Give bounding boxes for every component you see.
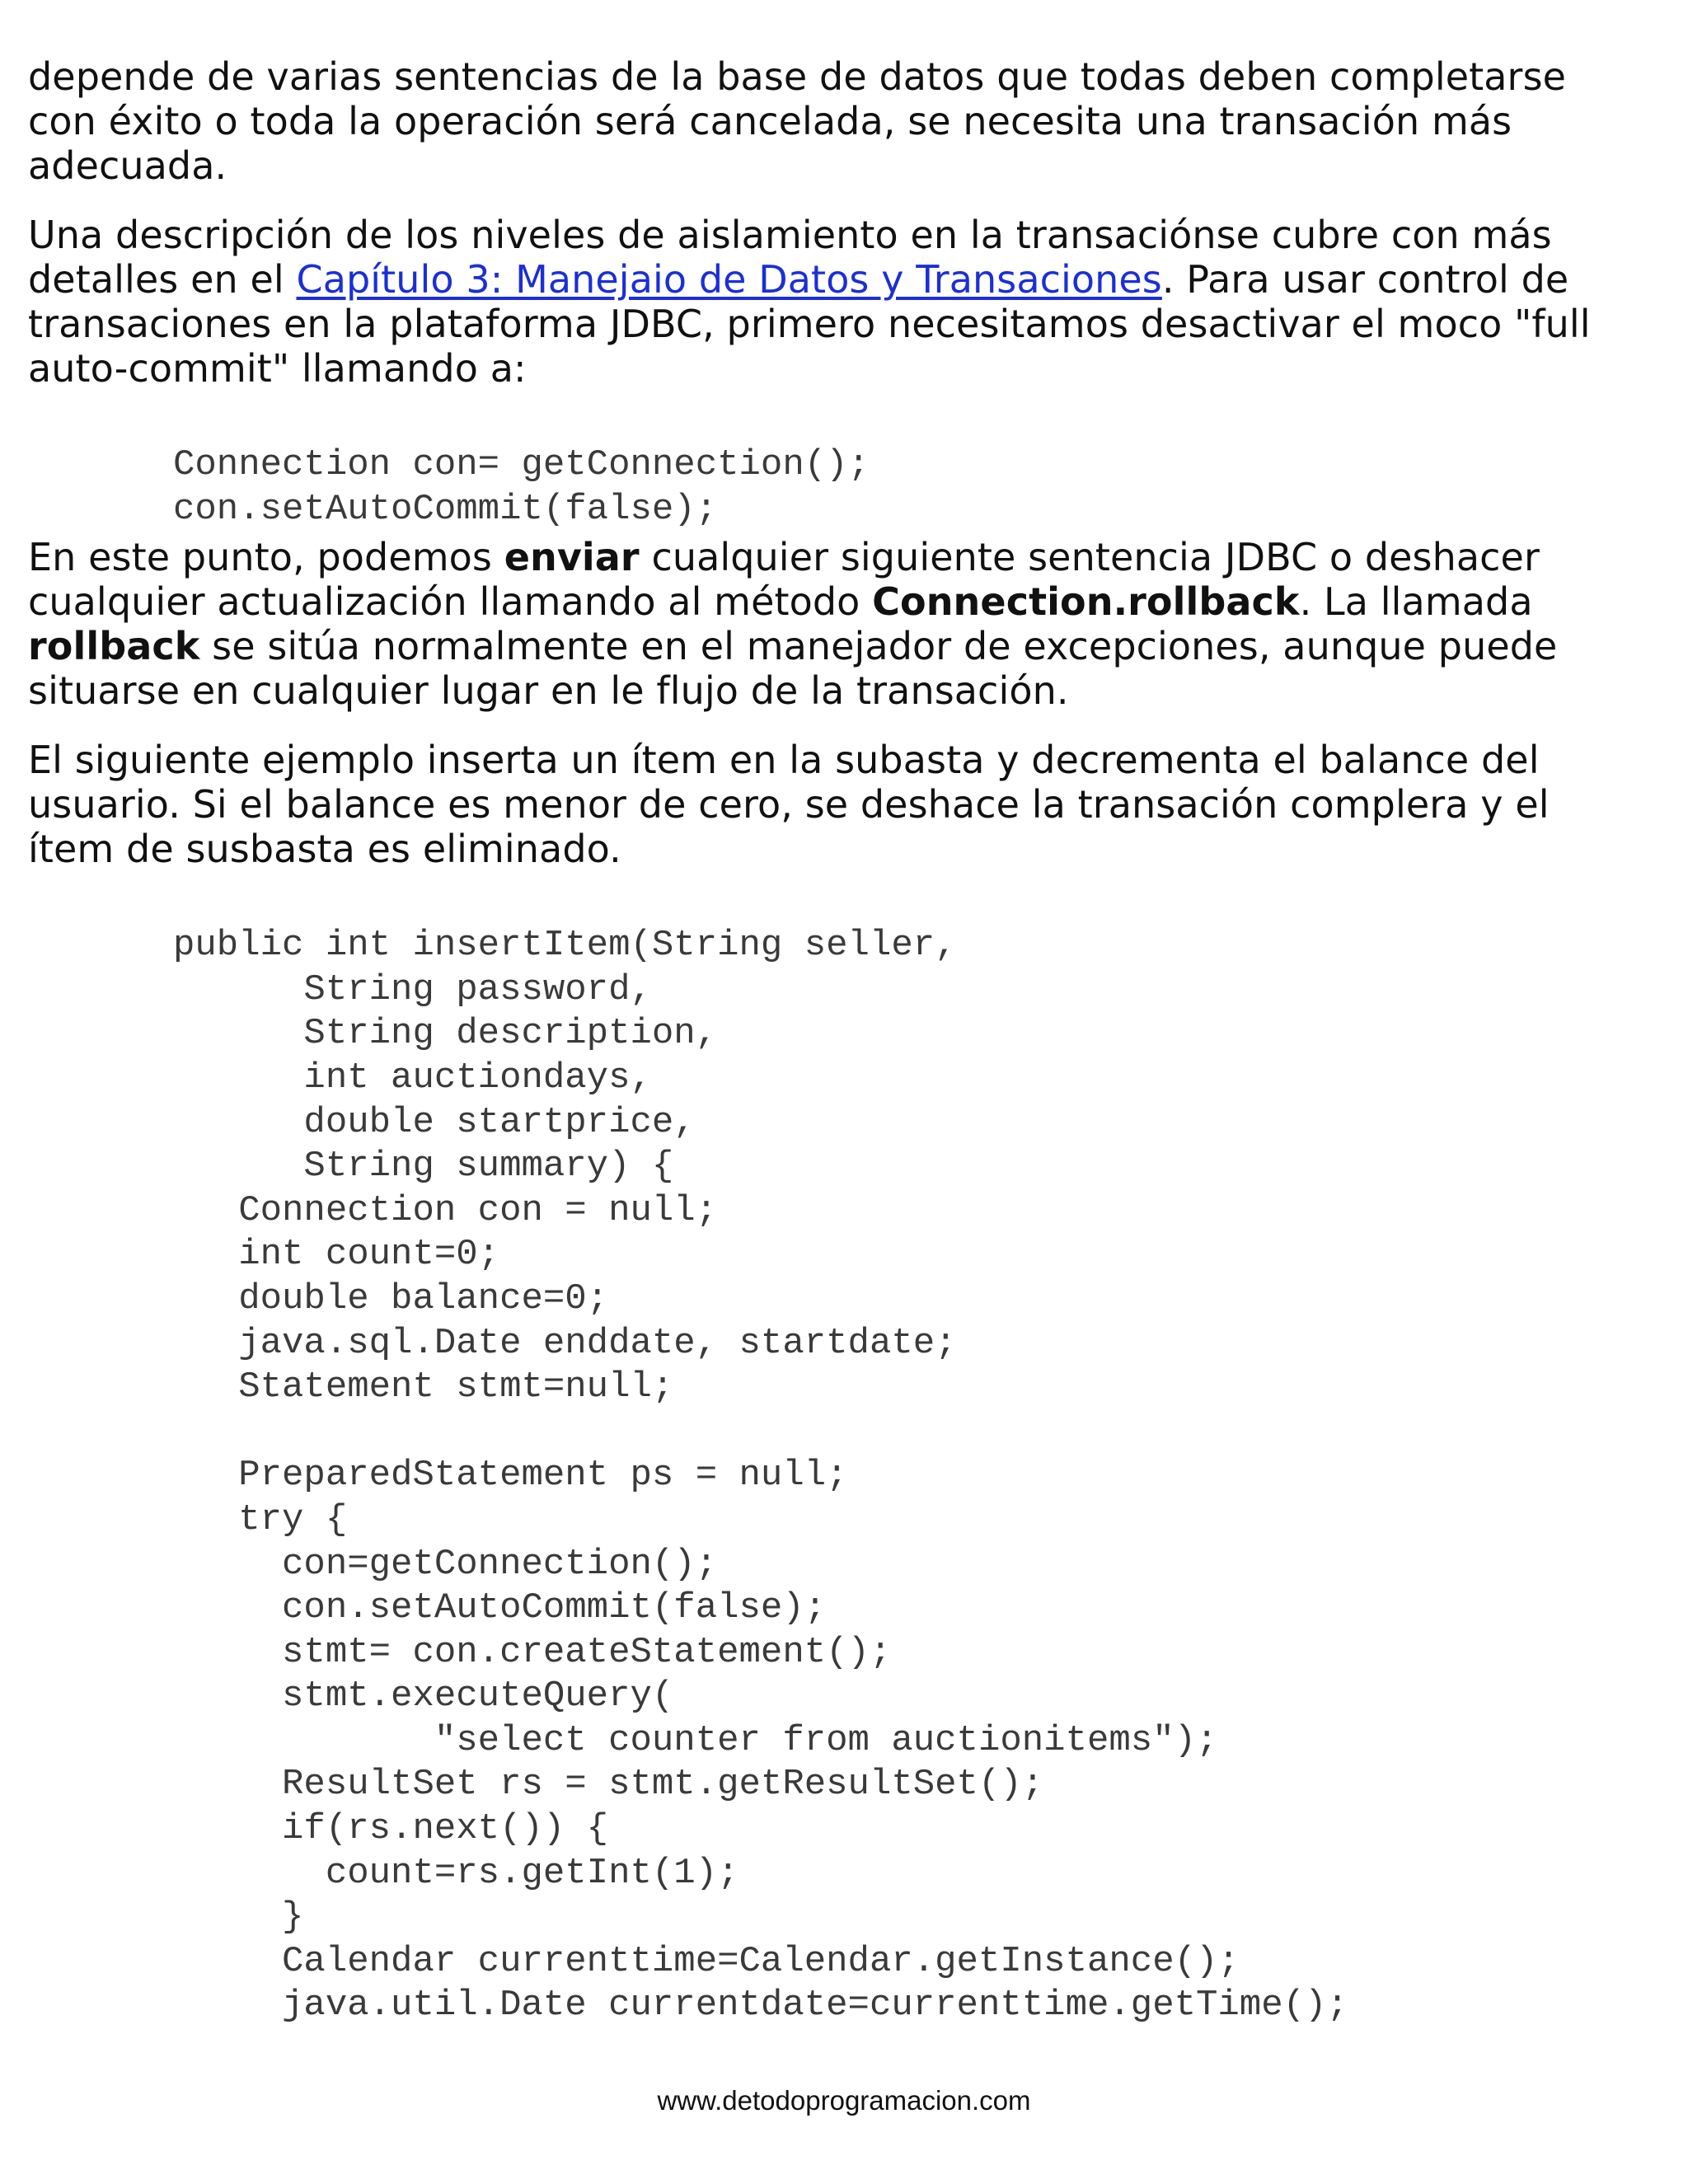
paragraph-line: usuario. Si el balance es menor de cero, se deshace la transación complera y el <box>28 782 1550 827</box>
code-snippet-autocommit: Connection con= getConnection(); con.setAutoCommit(false); <box>173 444 870 530</box>
chapter-3-link[interactable]: Capítulo 3: Manejaio de Datos y Transaciones <box>296 257 1162 302</box>
paragraph-line: El siguiente ejemplo inserta un ítem en la subasta y decrementa el balance del <box>28 738 1540 783</box>
paragraph-line: ítem de susbasta es eliminado. <box>28 827 621 872</box>
paragraph-line: adecuada. <box>28 143 227 188</box>
paragraph-line: auto-commit" llamando a: <box>28 346 527 391</box>
paragraph-line: Una descripción de los niveles de aislamiento en la transaciónse cubre con más <box>28 213 1552 257</box>
paragraph-text: cualquier actualización llamando al método <box>28 579 873 625</box>
paragraph-line: con éxito o toda la operación será cancelada, se necesita una transación más <box>28 99 1512 143</box>
paragraph-line: depende de varias sentencias de la base de datos que todas deben completarse <box>28 54 1567 99</box>
paragraph-text: se sitúa normalmente en el manejador de excepciones, aunque puede <box>199 624 1558 669</box>
document-page <box>28 54 1643 2028</box>
paragraph-text: cualquier siguiente sentencia JDBC o deshacer <box>639 535 1540 580</box>
bold-term-rollback: rollback <box>28 624 200 669</box>
footer-website: www.detodoprogramacion.com <box>657 2085 1031 2116</box>
paragraph-text: detalles en el <box>28 257 297 302</box>
paragraph-rollback <box>28 535 1643 713</box>
paragraph-example-description <box>28 738 1643 871</box>
bold-term-connection-rollback: Connection.rollback <box>872 579 1300 625</box>
paragraph-intro <box>28 54 1643 188</box>
paragraph-text: . La llamada <box>1299 579 1533 625</box>
paragraph-text: . Para usar control de <box>1161 257 1569 302</box>
paragraph-line: situarse en cualquier lugar en le flujo de la transación. <box>28 668 1069 714</box>
bold-term-enviar: enviar <box>504 535 640 580</box>
paragraph-line: transaciones en la plataforma JDBC, primero necesitamos desactivar el moco "full <box>28 302 1591 346</box>
code-snippet-insert-item: public int insertItem(String seller, String password, String description, int auctiondays, double startprice, String summary) { Connection con = null; int count=0; double balance=0; java.sql.Date enddate, startdate; Statement stmt=null; PreparedStatement ps = null; try { con=getConnection(); con.setAutoCommit(false); stmt= con.createStatement(); stmt.executeQuery( "select counter from auctionitems"); ResultSet rs = stmt.getResultSet(); if(rs.next()) { count=rs.getInt(1); } Calendar currenttime=Calendar.getInstance(); java.util.Date currentdate=currenttime.getTime(); <box>173 925 1348 2027</box>
paragraph-isolation-levels <box>28 213 1643 391</box>
paragraph-text: En este punto, podemos <box>28 535 504 580</box>
